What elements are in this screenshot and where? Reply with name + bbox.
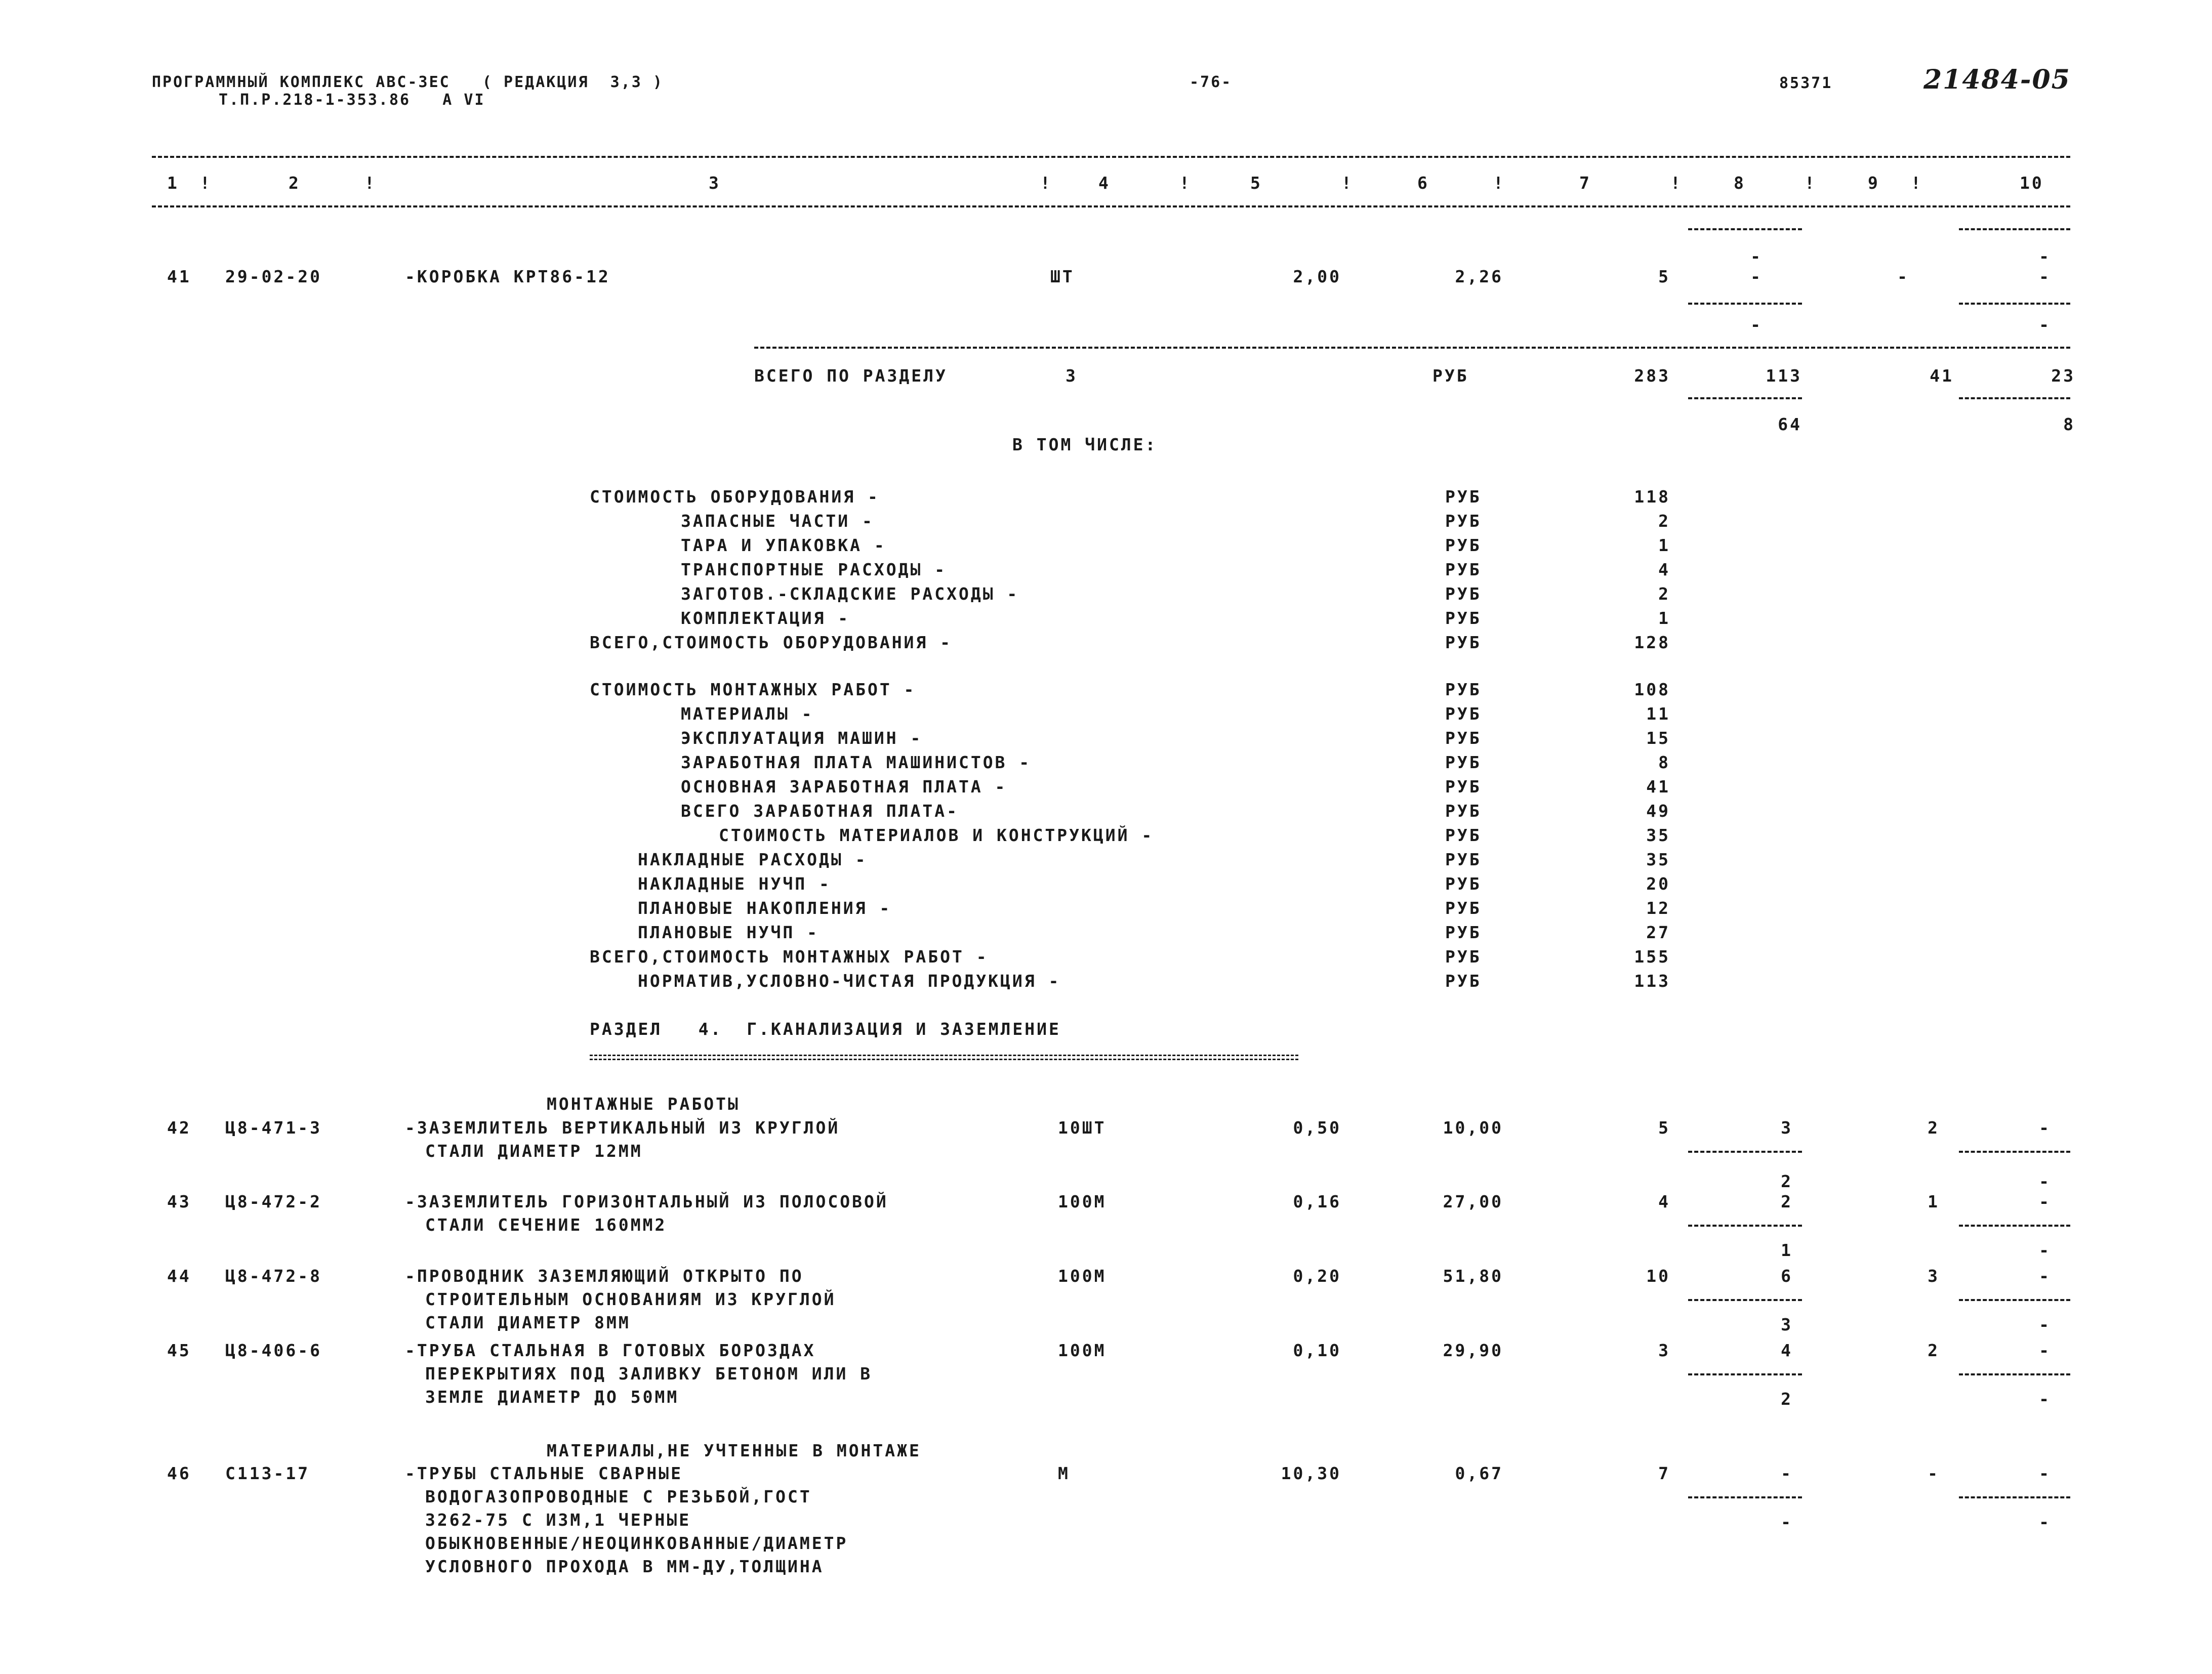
summary-value: 108 (1634, 680, 1670, 699)
row-c8: 6 (1781, 1266, 1793, 1286)
row-price: 51,80 (1443, 1266, 1503, 1286)
row-c9: 2 (1928, 1118, 1940, 1138)
summary-unit: РУБ (1445, 801, 1482, 821)
section-total-rule-c10 (1959, 397, 2070, 399)
summary-label: КОМПЛЕКТАЦИЯ - (681, 608, 850, 628)
summary-value: 27 (1646, 923, 1670, 942)
row-code: Ц8-472-8 (225, 1266, 322, 1286)
row-rule-c10 (1959, 1151, 2070, 1153)
summary-unit: РУБ (1445, 511, 1482, 531)
section4-title: РАЗДЕЛ 4. Г.КАНАЛИЗАЦИЯ И ЗАЗЕМЛЕНИЕ (590, 1019, 1061, 1039)
including-label: В ТОМ ЧИСЛЕ: (1012, 435, 1158, 454)
row-price: 27,00 (1443, 1192, 1503, 1211)
summary-label: СТОИМОСТЬ МАТЕРИАЛОВ И КОНСТРУКЦИЙ - (719, 825, 1154, 845)
row-name-line: -ПРОВОДНИК ЗАЗЕМЛЯЮЩИЙ ОТКРЫТО ПО (405, 1266, 804, 1286)
column-header-rule (152, 205, 2070, 207)
summary-unit: РУБ (1445, 971, 1482, 991)
row41-name: -КОРОБКА КРТ86-12 (405, 267, 610, 286)
row41-c10b: - (2039, 315, 2051, 334)
row-c10b: - (2039, 1512, 2051, 1532)
row41-c8-pre: - (1750, 246, 1763, 266)
row-c10b: - (2039, 1389, 2051, 1409)
row-c8b: 2 (1781, 1389, 1793, 1409)
row-c9: - (1928, 1463, 1940, 1483)
summary-unit: РУБ (1445, 560, 1482, 579)
summary-value: 41 (1646, 777, 1670, 797)
section-total-c10b: 8 (2063, 414, 2075, 434)
summary-label: НОРМАТИВ,УСЛОВНО-ЧИСТАЯ ПРОДУКЦИЯ - (638, 971, 1061, 991)
materials-label: МАТЕРИАЛЫ,НЕ УЧТЕННЫЕ В МОНТАЖЕ (547, 1441, 921, 1460)
section-total-c8b: 64 (1778, 414, 1802, 434)
summary-unit: РУБ (1445, 825, 1482, 845)
summary-label: ТАРА И УПАКОВКА - (681, 535, 886, 555)
row-c10: - (2039, 1192, 2051, 1211)
summary-value: 113 (1634, 971, 1670, 991)
row-c8b: 1 (1781, 1240, 1793, 1260)
section-total-rule-c8 (1688, 397, 1802, 399)
summary-value: 118 (1634, 487, 1670, 507)
summary-label: ЭКСПЛУАТАЦИЯ МАШИН - (681, 728, 923, 748)
row-name-line: СТАЛИ СЕЧЕНИЕ 160ММ2 (425, 1215, 667, 1235)
column-number: 7 (1579, 173, 1591, 193)
section-total-c8: 113 (1766, 366, 1802, 386)
summary-unit: РУБ (1445, 535, 1482, 555)
row-name-line: СТРОИТЕЛЬНЫМ ОСНОВАНИЯМ ИЗ КРУГЛОЙ (425, 1289, 836, 1309)
row-qty: 0,50 (1293, 1118, 1341, 1138)
row-qty: 0,20 (1293, 1266, 1341, 1286)
row-qty: 0,16 (1293, 1192, 1341, 1211)
row-c8: 3 (1781, 1118, 1793, 1138)
row-rule-c10 (1959, 1225, 2070, 1227)
column-number: 3 (709, 173, 721, 193)
summary-label: ЗАРАБОТНАЯ ПЛАТА МАШИНИСТОВ - (681, 752, 1032, 772)
row-name-line: СТАЛИ ДИАМЕТР 8ММ (425, 1313, 631, 1332)
section-total-unit: РУБ (1432, 366, 1469, 386)
row-c8: 2 (1781, 1192, 1793, 1211)
row-qty: 10,30 (1281, 1463, 1341, 1483)
row-c9: 3 (1928, 1266, 1940, 1286)
row41-num: 41 (167, 267, 191, 286)
summary-value: 155 (1634, 947, 1670, 967)
row41-c10: - (2039, 267, 2051, 286)
section-total-c9: 41 (1930, 366, 1954, 386)
row41-total: 5 (1658, 267, 1670, 286)
row41-c8: - (1750, 267, 1763, 286)
row-name-line: ПЕРЕКРЫТИЯХ ПОД ЗАЛИВКУ БЕТОНОМ ИЛИ В (425, 1364, 873, 1384)
summary-unit: РУБ (1445, 584, 1482, 604)
summary-value: 20 (1646, 874, 1670, 894)
summary-unit: РУБ (1445, 898, 1482, 918)
summary-value: 12 (1646, 898, 1670, 918)
row-c8b: 3 (1781, 1315, 1793, 1334)
row-code: Ц8-471-3 (225, 1118, 322, 1138)
summary-label: НАКЛАДНЫЕ НУЧП - (638, 874, 831, 894)
row41-c10-pre: - (2039, 246, 2051, 266)
row-name-line: УСЛОВНОГО ПРОХОДА В ММ-ДУ,ТОЛЩИНА (425, 1557, 824, 1576)
column-number: 9 (1868, 173, 1880, 193)
row-total: 10 (1646, 1266, 1670, 1286)
row-rule-c10 (1959, 1373, 2070, 1375)
row-c10: - (2039, 1266, 2051, 1286)
row-num: 43 (167, 1192, 191, 1211)
column-number: 2 (289, 173, 301, 193)
summary-value: 8 (1658, 752, 1670, 772)
row-c10: - (2039, 1341, 2051, 1360)
row-num: 46 (167, 1463, 191, 1483)
summary-value: 11 (1646, 704, 1670, 724)
row-c9: 2 (1928, 1341, 1940, 1360)
row41-rule-c8 (1688, 303, 1802, 305)
row-total: 5 (1658, 1118, 1670, 1138)
column-number: 4 (1098, 173, 1111, 193)
summary-label: СТОИМОСТЬ МОНТАЖНЫХ РАБОТ - (590, 680, 916, 699)
section-total-label: ВСЕГО ПО РАЗДЕЛУ (754, 366, 948, 386)
column-separator: ! (1805, 173, 1817, 193)
summary-value: 1 (1658, 535, 1670, 555)
summary-unit: РУБ (1445, 728, 1482, 748)
row41-rule-c10 (1959, 303, 2070, 305)
summary-label: ВСЕГО ЗАРАБОТНАЯ ПЛАТА- (681, 801, 959, 821)
row-code: С113-17 (225, 1463, 310, 1483)
summary-unit: РУБ (1445, 874, 1482, 894)
row41-price: 2,26 (1455, 267, 1503, 286)
summary-unit: РУБ (1445, 752, 1482, 772)
row41-code: 29-02-20 (225, 267, 322, 286)
summary-value: 4 (1658, 560, 1670, 579)
summary-value: 2 (1658, 511, 1670, 531)
row-num: 45 (167, 1341, 191, 1360)
handwritten-number: 21484-05 (1923, 64, 2071, 95)
summary-value: 35 (1646, 825, 1670, 845)
row-code: Ц8-472-2 (225, 1192, 322, 1211)
row41-qty: 2,00 (1293, 267, 1341, 286)
summary-label: ОСНОВНАЯ ЗАРАБОТНАЯ ПЛАТА - (681, 777, 1007, 797)
summary-unit: РУБ (1445, 777, 1482, 797)
summary-value: 49 (1646, 801, 1670, 821)
summary-value: 35 (1646, 850, 1670, 869)
summary-unit: РУБ (1445, 633, 1482, 652)
program-title: ПРОГРАММНЫЙ КОМПЛЕКС АВС-3ЕС ( РЕДАКЦИЯ 3,3 ) (152, 73, 664, 91)
summary-value: 2 (1658, 584, 1670, 604)
column-separator: ! (1179, 173, 1192, 193)
row-rule-c10 (1959, 1299, 2070, 1301)
row-name-line: 3262-75 С ИЗМ,1 ЧЕРНЫЕ (425, 1510, 691, 1530)
section-total-value: 283 (1634, 366, 1670, 386)
summary-value: 15 (1646, 728, 1670, 748)
row-c10-pre: - (2039, 1171, 2051, 1191)
row41-rule-c8-top (1688, 228, 1802, 230)
summary-value: 128 (1634, 633, 1670, 652)
row-price: 29,90 (1443, 1341, 1503, 1360)
summary-label: СТОИМОСТЬ ОБОРУДОВАНИЯ - (590, 487, 880, 507)
summary-unit: РУБ (1445, 704, 1482, 724)
row-c8: 4 (1781, 1341, 1793, 1360)
column-number: 6 (1417, 173, 1429, 193)
row41-unit: ШТ (1050, 267, 1075, 286)
works-label: МОНТАЖНЫЕ РАБОТЫ (547, 1094, 740, 1114)
section-total-c10: 23 (2051, 366, 2075, 386)
column-number: 10 (2020, 173, 2044, 193)
column-separator: ! (364, 173, 377, 193)
row-c10b: - (2039, 1315, 2051, 1334)
column-separator: ! (200, 173, 212, 193)
row-rule-c8 (1688, 1299, 1802, 1301)
row-rule-c8 (1688, 1373, 1802, 1375)
row-qty: 0,10 (1293, 1341, 1341, 1360)
row-c8-pre: 2 (1781, 1171, 1793, 1191)
row-price: 0,67 (1455, 1463, 1503, 1483)
row-rule-c10 (1959, 1496, 2070, 1498)
summary-unit: РУБ (1445, 487, 1482, 507)
column-separator: ! (1493, 173, 1505, 193)
row-name-line: -ЗАЗЕМЛИТЕЛЬ ВЕРТИКАЛЬНЫЙ ИЗ КРУГЛОЙ (405, 1118, 840, 1138)
row-num: 42 (167, 1118, 191, 1138)
row-total: 7 (1658, 1463, 1670, 1483)
row-name-line: ЗЕМЛЕ ДИАМЕТР ДО 50ММ (425, 1387, 679, 1407)
section4-underline (590, 1055, 1298, 1056)
row-c9: 1 (1928, 1192, 1940, 1211)
section-total-number: 3 (1066, 366, 1078, 386)
summary-label: ПЛАНОВЫЕ НАКОПЛЕНИЯ - (638, 898, 892, 918)
project-code: Т.П.Р.218-1-353.86 А VI (219, 91, 485, 109)
row-unit: 100М (1058, 1341, 1107, 1360)
column-number: 1 (167, 173, 179, 193)
column-number: 5 (1250, 173, 1262, 193)
row41-rule-c10-top (1959, 228, 2070, 230)
row-num: 44 (167, 1266, 191, 1286)
page-number: -76- (1190, 73, 1233, 91)
summary-label: ЗАПАСНЫЕ ЧАСТИ - (681, 511, 874, 531)
row-name-line: -ЗАЗЕМЛИТЕЛЬ ГОРИЗОНТАЛЬНЫЙ ИЗ ПОЛОСОВОЙ (405, 1192, 888, 1211)
summary-label: ВСЕГО,СТОИМОСТЬ ОБОРУДОВАНИЯ - (590, 633, 953, 652)
row-name-line: ОБЫКНОВЕННЫЕ/НЕОЦИНКОВАННЫЕ/ДИАМЕТР (425, 1533, 848, 1553)
section-total-rule (754, 347, 2070, 349)
row41-c9: - (1897, 267, 1909, 286)
section4-underline-b (590, 1059, 1298, 1060)
row-c10b: - (2039, 1240, 2051, 1260)
column-separator: ! (1670, 173, 1683, 193)
row-c10: - (2039, 1463, 2051, 1483)
row-name-line: ВОДОГАЗОПРОВОДНЫЕ С РЕЗЬБОЙ,ГОСТ (425, 1487, 812, 1506)
summary-label: ВСЕГО,СТОИМОСТЬ МОНТАЖНЫХ РАБОТ - (590, 947, 989, 967)
table-top-rule (152, 156, 2070, 158)
row-code: Ц8-406-6 (225, 1341, 322, 1360)
row-unit: М (1058, 1463, 1070, 1483)
row-total: 4 (1658, 1192, 1670, 1211)
row-c8: - (1781, 1463, 1793, 1483)
summary-value: 1 (1658, 608, 1670, 628)
row-rule-c8 (1688, 1225, 1802, 1227)
row-c10: - (2039, 1118, 2051, 1138)
column-separator: ! (1341, 173, 1354, 193)
row-rule-c8 (1688, 1496, 1802, 1498)
row-price: 10,00 (1443, 1118, 1503, 1138)
row-unit: 100М (1058, 1266, 1107, 1286)
row41-c8b: - (1750, 315, 1763, 334)
summary-label: ПЛАНОВЫЕ НУЧП - (638, 923, 820, 942)
summary-label: ЗАГОТОВ.-СКЛАДСКИЕ РАСХОДЫ - (681, 584, 1019, 604)
row-unit: 10ШТ (1058, 1118, 1107, 1138)
summary-unit: РУБ (1445, 923, 1482, 942)
row-unit: 100М (1058, 1192, 1107, 1211)
column-number: 8 (1734, 173, 1746, 193)
summary-label: МАТЕРИАЛЫ - (681, 704, 814, 724)
document-code: 85371 (1779, 74, 1833, 92)
summary-unit: РУБ (1445, 608, 1482, 628)
summary-unit: РУБ (1445, 680, 1482, 699)
row-name-line: -ТРУБЫ СТАЛЬНЫЕ СВАРНЫЕ (405, 1463, 683, 1483)
row-c8b: - (1781, 1512, 1793, 1532)
summary-label: ТРАНСПОРТНЫЕ РАСХОДЫ - (681, 560, 947, 579)
column-separator: ! (1911, 173, 1923, 193)
summary-unit: РУБ (1445, 850, 1482, 869)
summary-label: НАКЛАДНЫЕ РАСХОДЫ - (638, 850, 868, 869)
row-rule-c8 (1688, 1151, 1802, 1153)
row-total: 3 (1658, 1341, 1670, 1360)
summary-unit: РУБ (1445, 947, 1482, 967)
row-name-line: СТАЛИ ДИАМЕТР 12ММ (425, 1141, 643, 1161)
column-separator: ! (1040, 173, 1052, 193)
row-name-line: -ТРУБА СТАЛЬНАЯ В ГОТОВЫХ БОРОЗДАХ (405, 1341, 816, 1360)
